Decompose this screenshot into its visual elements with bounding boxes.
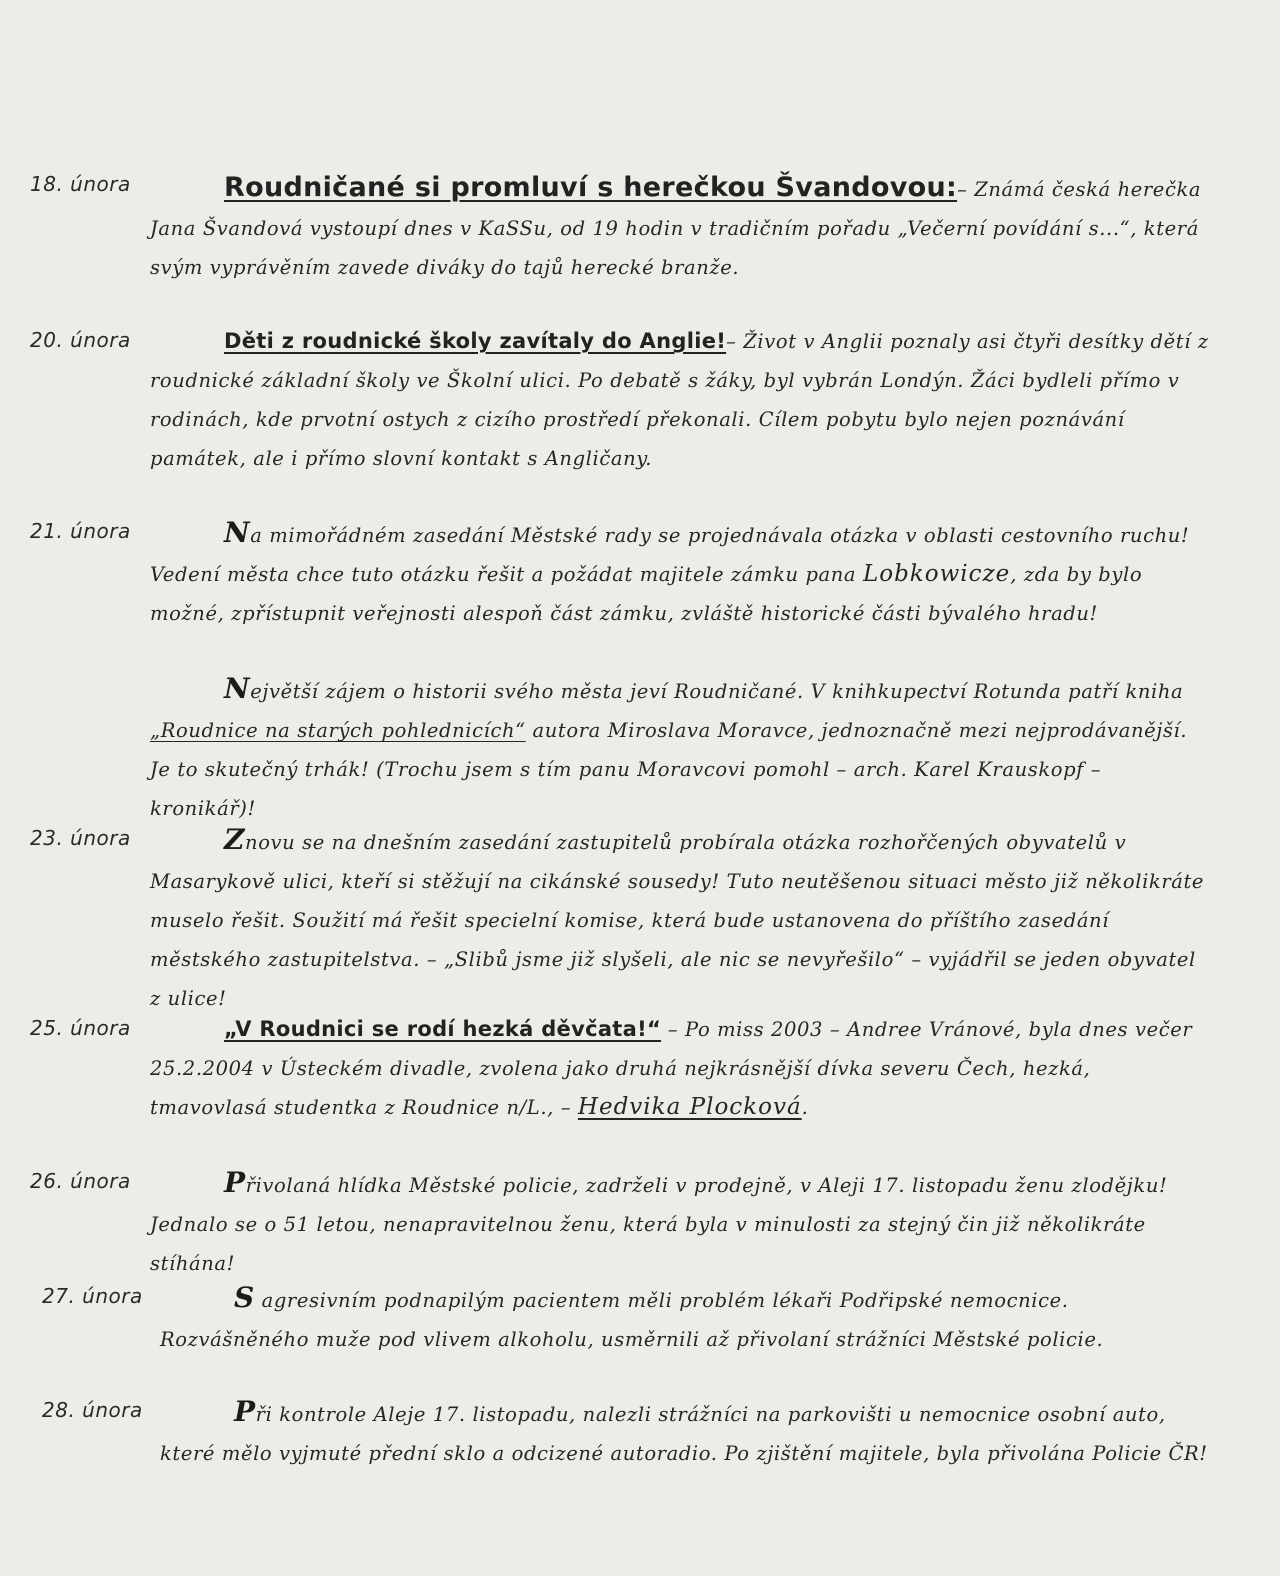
entry-date: 18. února: [30, 172, 131, 196]
entry-date: 20. února: [30, 328, 131, 352]
entry-body: a mimořádném zasedání Městské rady se projednávala otázka v oblasti cestovního ruchu! Vedení města chce tuto otázku řešit a požádat majitele zámku pana: [150, 524, 1190, 586]
entry-body-continued: , zda by bylo možné, zpřístupnit veřejnosti alespoň část zámku, zvláště historické části bývalého hradu!: [150, 563, 1143, 625]
entry-body: – Známá česká herečka Jana Švandová vystoupí dnes v KaSSu, od 19 hodin v tradičním pořadu „Večerní povídání s...“, která svým vyprávěním zavede diváky do tajů herecké branže.: [150, 178, 1202, 279]
entry-text: [160, 1278, 1210, 1359]
entry-headline: „V Roudnici se rodí hezká děvčata!“: [224, 1017, 662, 1041]
entry-date: 23. února: [30, 826, 131, 850]
drop-initial: Z: [224, 823, 246, 856]
entry-text: [150, 168, 1210, 287]
entry-text: [160, 1392, 1210, 1473]
entry-text: [150, 513, 1210, 828]
entry-text: [150, 820, 1210, 1018]
entry-body: agresivním podnapilým pacientem měli problém lékaři Podřipské nemocnice. Rozvášněného muže pod vlivem alkoholu, usměrnili až přivolaní strážníci Městské policie.: [160, 1289, 1104, 1351]
person-name: Lobkowicze: [862, 561, 1011, 587]
person-name: Hedvika Plocková: [577, 1094, 802, 1120]
entry-body-continued: autora Miroslava Moravce, jednoznačně mezi nejprodávanější. Je to skutečný trhák! (Trochu jsem s tím panu Moravcovi pomohl – arch. Karel Krauskopf – kronikář)!: [150, 719, 1188, 820]
entry-headline: Roudničané si promluví s herečkou Švandovou:: [224, 172, 958, 203]
entry-body: ři kontrole Aleje 17. listopadu, nalezli strážníci na parkovišti u nemocnice osobní auto, které mělo vyjmuté přední sklo a odcizené autoradio. Po zjištění majitele, byla přivolána Policie ČR!: [160, 1403, 1208, 1465]
entry-body-continued: .: [801, 1096, 809, 1119]
entry-body: řivolaná hlídka Městské policie, zadrželi v prodejně, v Aleji 17. listopadu ženu zlodějku! Jednalo se o 51 letou, nenapravitelnou ženu, která byla v minulosti za stejný čin již několikráte stíhána!: [150, 1174, 1168, 1275]
entry-headline: Děti z roudnické školy zavítaly do Anglie!: [224, 329, 727, 353]
entry-date: 21. února: [30, 519, 131, 543]
drop-initial: P: [224, 1166, 246, 1199]
drop-initial: P: [234, 1395, 256, 1428]
entry-text: [150, 322, 1210, 478]
entry-date: 27. února: [42, 1284, 143, 1308]
book-title: „Roudnice na starých pohlednicích“: [150, 719, 526, 742]
entry-date: 28. února: [42, 1398, 143, 1422]
drop-initial: N: [224, 516, 251, 549]
entry-text: [150, 1163, 1210, 1283]
entry-body: – Život v Anglii poznaly asi čtyři desítky dětí z roudnické základní školy ve Školní ulici. Po debatě s žáky, byl vybrán Londýn. Žáci bydleli přímo v rodinách, kde prvotní ostych z cizího prostředí překonali. Cílem pobytu bylo nejen poznávání památek, ale i přímo slovní kontakt s Angličany.: [150, 330, 1209, 470]
drop-initial: N: [224, 672, 251, 705]
entry-body: ejvětší zájem o historii svého města jeví Roudničané. V knihkupectví Rotunda patří kniha: [250, 680, 1184, 703]
entry-date: 25. února: [30, 1016, 131, 1040]
second-paragraph: [150, 669, 1210, 828]
drop-initial: S: [234, 1281, 255, 1314]
entry-body: novu se na dnešním zasedání zastupitelů probírala otázka rozhořčených obyvatelů v Masarykově ulici, kteří si stěžují na cikánské sousedy! Tuto neutěšenou situaci město již několikráte muselo řešit. Soužití má řešit specielní komise, která bude ustanovena do příštího zasedání městského zastupitelstva. – „Slibů jsme již slyšeli, ale nic se nevyřešilo“ – vyjádřil se jeden obyvatel z ulice!: [150, 831, 1205, 1010]
entry-body: – Po miss 2003 – Andree Vránové, byla dnes večer 25.2.2004 v Ústeckém divadle, zvolena jako druhá nejkrásnější dívka severu Čech, hezká, tmavovlasá studentka z Roudnice n/L., –: [150, 1018, 1193, 1119]
entry-date: 26. února: [30, 1169, 131, 1193]
entry-text: [150, 1010, 1210, 1127]
